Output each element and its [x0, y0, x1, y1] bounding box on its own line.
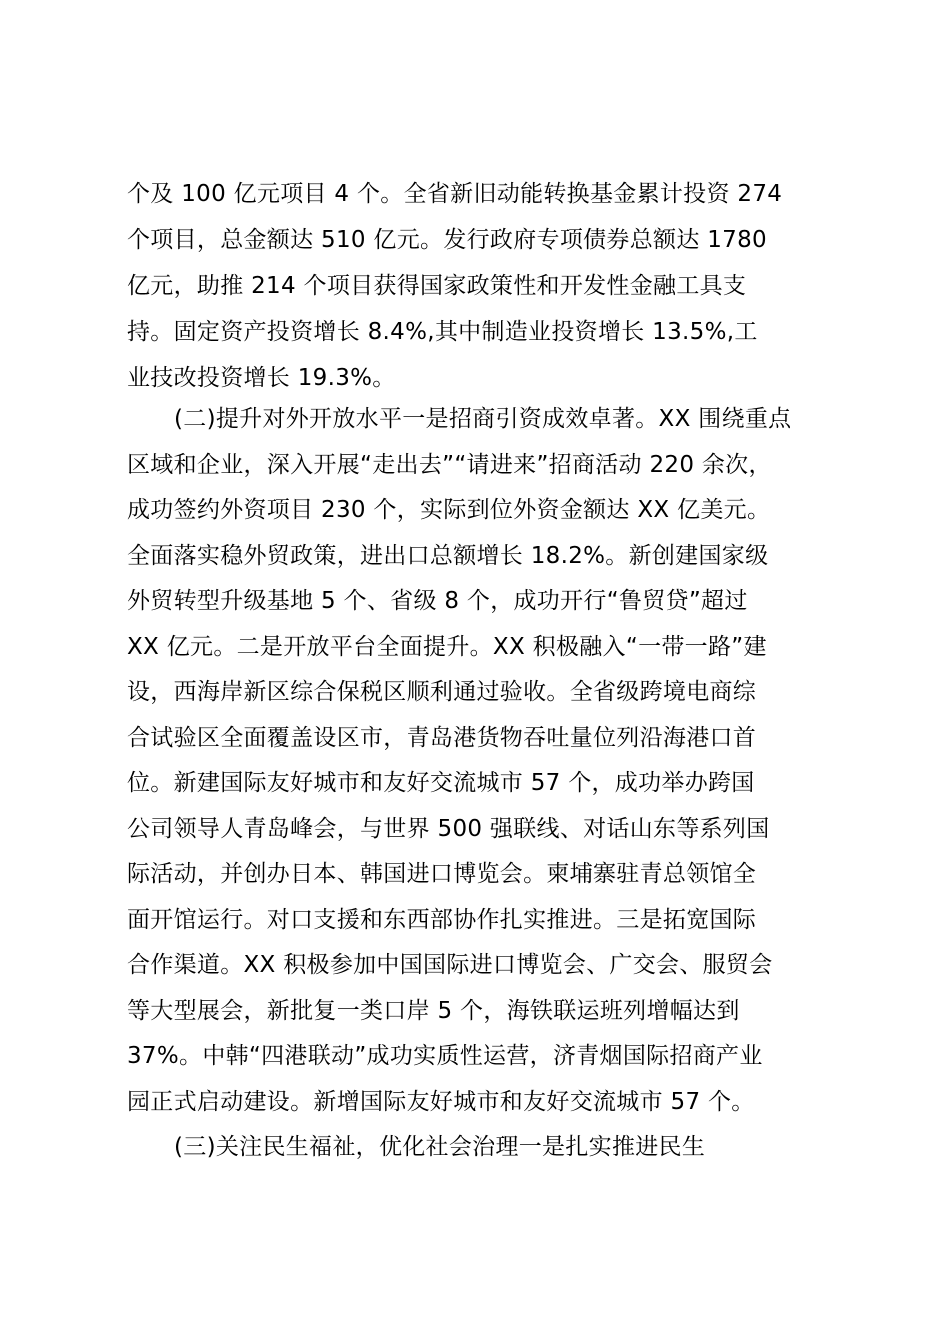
text-line: 全面落实稳外贸政策，进出口总额增长 18.2%。新创建国家级 — [127, 543, 769, 569]
text-line: 个项目，总金额达 510 亿元。发行政府专项债券总额达 1780 — [127, 227, 767, 253]
text-line: 亿元，助推 214 个项目获得国家政策性和开发性金融工具支 — [127, 273, 747, 299]
text-line: 外贸转型升级基地 5 个、省级 8 个，成功开行“鲁贸贷”超过 — [127, 588, 748, 614]
text-line: 个及 100 亿元项目 4 个。全省新旧动能转换基金累计投资 274 — [127, 181, 783, 207]
text-line: 持。固定资产投资增长 8.4%,其中制造业投资增长 13.5%,工 — [127, 319, 758, 345]
text-line: 公司领导人青岛峰会，与世界 500 强联线、对话山东等系列国 — [127, 816, 770, 842]
text-line: XX 亿元。二是开放平台全面提升。XX 积极融入“一带一路”建 — [127, 634, 767, 660]
section-heading-line: (三)关注民生福祉，优化社会治理一是扎实推进民生 — [174, 1134, 706, 1160]
section-heading-line: (二)提升对外开放水平一是招商引资成效卓著。XX 围绕重点 — [174, 406, 792, 432]
text-line: 合作渠道。XX 积极参加中国国际进口博览会、广交会、服贸会 — [127, 952, 773, 978]
text-line: 位。新建国际友好城市和友好交流城市 57 个，成功举办跨国 — [127, 770, 755, 796]
text-line: 园正式启动建设。新增国际友好城市和友好交流城市 57 个。 — [127, 1089, 755, 1115]
text-line: 设，西海岸新区综合保税区顺利通过验收。全省级跨境电商综 — [127, 679, 757, 705]
text-line: 业技改投资增长 19.3%。 — [127, 365, 396, 391]
text-line: 37%。中韩“四港联动”成功实质性运营，济青烟国际招商产业 — [127, 1043, 763, 1069]
text-line: 等大型展会，新批复一类口岸 5 个，海铁联运班列增幅达到 — [127, 998, 740, 1024]
text-line: 际活动，并创办日本、韩国进口博览会。柬埔寨驻青总领馆全 — [127, 861, 757, 887]
text-line: 面开馆运行。对口支援和东西部协作扎实推进。三是拓宽国际 — [127, 907, 757, 933]
text-line: 成功签约外资项目 230 个，实际到位外资金额达 XX 亿美元。 — [127, 497, 771, 523]
text-line: 区域和企业，深入开展“走出去”“请进来”招商活动 220 余次， — [127, 452, 772, 478]
text-line: 合试验区全面覆盖设区市，青岛港货物吞吐量位列沿海港口首 — [127, 725, 757, 751]
